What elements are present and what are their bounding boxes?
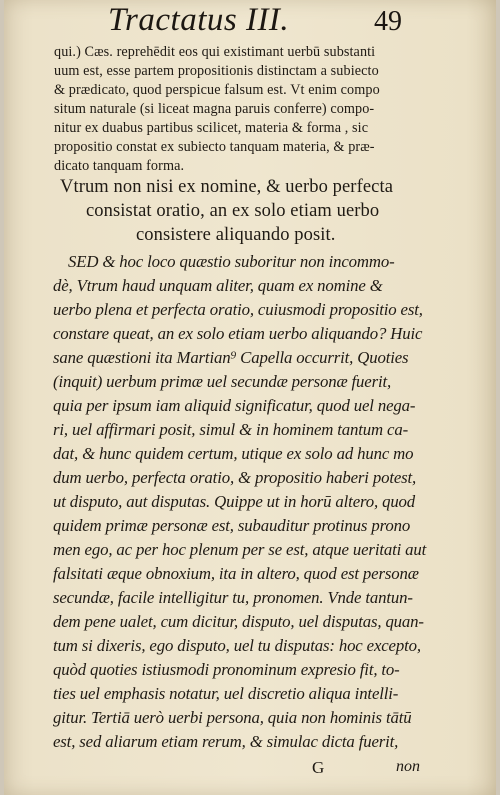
text-line: quidem primæ personæ est, subauditur protinus prono	[53, 516, 411, 535]
text-line: qui.) Cæs. reprehēdit eos qui existimant uerbū substanti	[54, 44, 376, 60]
signature-mark: G	[312, 758, 325, 777]
catchword: non	[396, 758, 420, 775]
text-line: uerbo plena et perfecta oratio, cuiusmodi propositio est,	[53, 300, 423, 319]
text-line: dum uerbo, perfecta oratio, & propositio haberi potest,	[53, 468, 417, 487]
text-line: secundæ, facile intelligitur tu, pronomen. Vnde tantun-	[53, 588, 413, 607]
text-line: uum est, esse partem propositionis distinctam a subiecto	[54, 63, 379, 79]
text-line: ri, uel affirmari posit, simul & in hominem tantum ca-	[53, 420, 409, 439]
page-footer	[4, 758, 496, 782]
text-line: ties uel emphasis notatur, uel discretio aliqua intelli-	[53, 684, 399, 703]
text-line: constare queat, an ex solo etiam uerbo aliquando? Huic	[53, 324, 423, 343]
text-line: ut disputo, aut disputas. Quippe ut in horū altero, quod	[53, 492, 416, 511]
text-line: dicato tanquam forma.	[54, 158, 185, 174]
text-line: situm naturale (si liceat magna paruis conferre) compo-	[54, 101, 375, 117]
text-line: falsitati æque obnoxium, ita in altero, quod est personæ	[53, 564, 419, 583]
text-line: dem pene ualet, cum dicitur, disputo, uel disputas, quan-	[53, 612, 424, 631]
text-line: tum si dixeris, ego disputo, uel tu disputas: hoc excepto,	[53, 636, 421, 655]
text-line: gitur. Tertiā uerò uerbi persona, quia non hominis tātū	[53, 708, 412, 727]
text-line: nitur ex duabus partibus scilicet, materia & forma , sic	[54, 120, 369, 136]
text-line: sane quæstioni ita Martian⁹ Capella occurrit, Quoties	[53, 348, 409, 367]
section-heading-line: consistere aliquando posit.	[136, 225, 336, 245]
section-heading-line: Vtrum non nisi ex nomine, & uerbo perfecta	[60, 177, 393, 197]
text-line: dat, & hunc quidem certum, utique ex solo ad hunc mo	[53, 444, 414, 463]
section-heading-line: consistat oratio, an ex solo etiam uerbo	[86, 201, 380, 221]
text-line: quia per ipsum iam aliquid significatur, quod uel nega-	[53, 396, 416, 415]
book-page	[4, 0, 496, 795]
text-line: propositio constat ex subiecto tanquam materia, & præ-	[54, 139, 375, 155]
text-line: est, sed aliarum etiam rerum, & simulac dicta fuerit,	[53, 732, 399, 751]
running-title: Tractatus III.	[108, 2, 290, 38]
text-line: & prædicato, quod perspicue falsum est. Vt enim compo	[54, 82, 380, 98]
text-line: dè, Vtrum haud unquam aliter, quam ex nomine &	[53, 276, 383, 295]
text-line: men ego, ac per hoc plenum per se est, atque ueritati aut	[53, 540, 427, 559]
text-line: SED & hoc loco quæstio suboritur non incommo-	[68, 252, 395, 271]
page-number: 49	[374, 6, 402, 37]
text-line: quòd quoties istiusmodi pronominum expresio fit, to-	[53, 660, 400, 679]
page-header	[4, 2, 496, 42]
text-line: (inquit) uerbum primæ uel secundæ personæ fuerit,	[53, 372, 392, 391]
